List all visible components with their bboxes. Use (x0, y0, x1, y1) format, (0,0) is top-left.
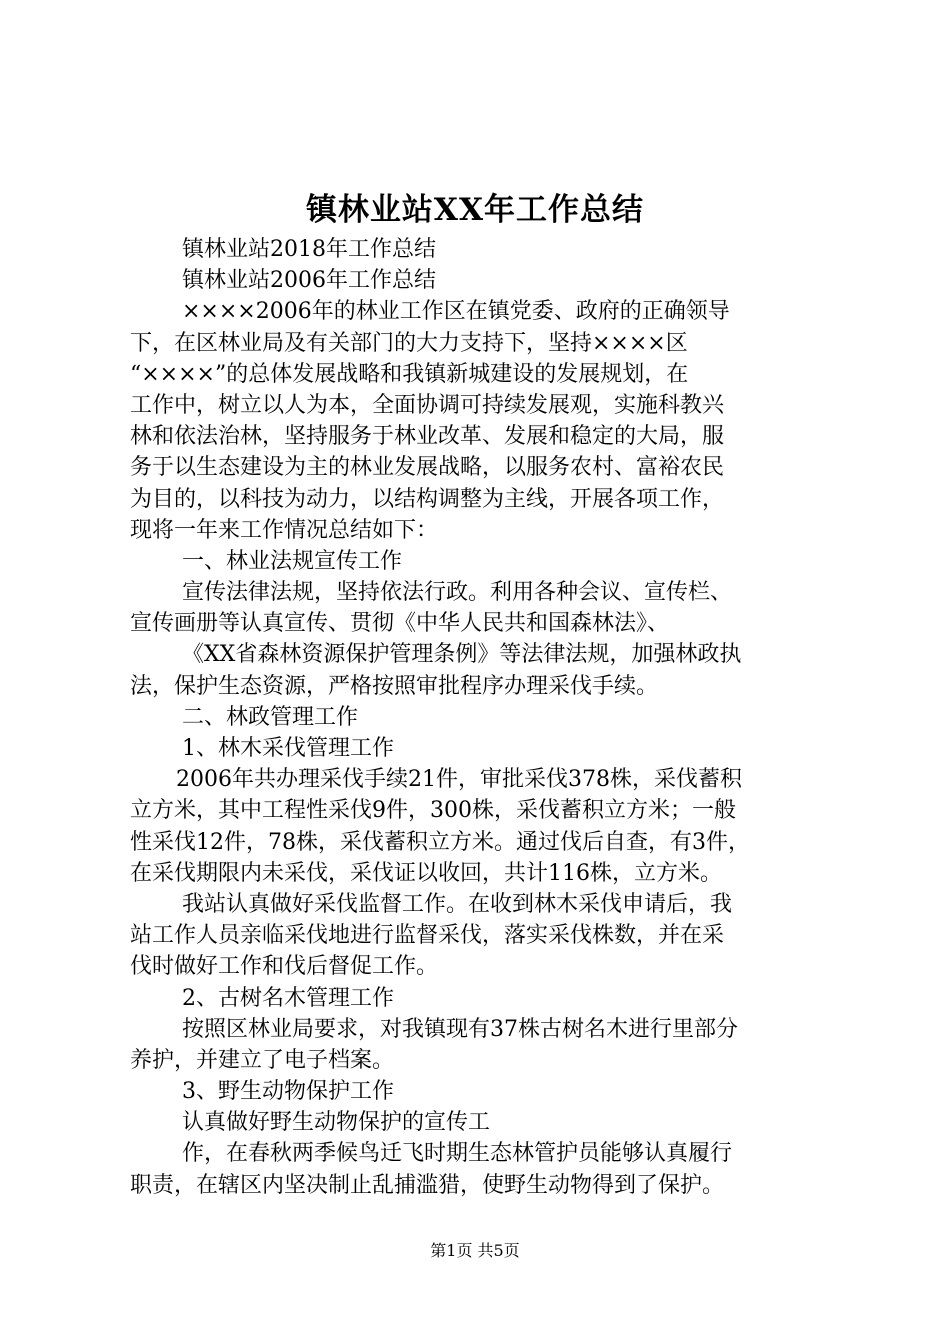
body-line: “××××”的总体发展战略和我镇新城建设的发展规划，在 (130, 361, 689, 387)
body-line: 在采伐期限内未采伐，采伐证以收回，共计116株，立方米。 (130, 860, 722, 886)
body-line: 按照区林业局要求，对我镇现有37株古树名木进行里部分 (182, 1016, 738, 1042)
body-line: 现将一年来工作情况总结如下： (130, 517, 439, 543)
section-heading: 一、林业法规宣传工作 (182, 548, 403, 574)
body-line: 为目的，以科技为动力，以结构调整为主线，开展各项工作， (130, 486, 725, 512)
body-line: 作，在春秋两季候鸟迁飞时期生态林管护员能够认真履行 (182, 1141, 733, 1167)
subsection-heading: 1、林木采伐管理工作 (182, 736, 394, 761)
body-line: 站工作人员亲临采伐地进行监督采伐，落实采伐株数，并在采 (130, 923, 725, 949)
body-line: 立方米，其中工程性采伐9件，300株，采伐蓄积立方米；一般 (130, 798, 736, 824)
body-line: 养护，并建立了电子档案。 (130, 1047, 395, 1073)
page-number-footer: 第1页 共5页 (430, 1241, 520, 1260)
body-line: 职责，在辖区内坚决制止乱捕滥猎，使野生动物得到了保护。 (130, 1172, 725, 1198)
body-line: 林和依法治林，坚持服务于林业改革、发展和稳定的大局，服 (130, 424, 725, 450)
body-line: 认真做好野生动物保护的宣传工 (182, 1110, 491, 1136)
body-line: 性采伐12件，78株，采伐蓄积立方米。通过伐后自查，有3件， (130, 829, 750, 855)
body-line: 我站认真做好采伐监督工作。在收到林木采伐申请后，我 (182, 891, 733, 917)
body-line: 《XX省森林资源保护管理条例》等法律法规，加强林政执 (182, 642, 742, 668)
body-line: 工作中，树立以人为本，全面协调可持续发展观，实施科教兴 (130, 392, 725, 418)
document-title: 镇林业站XX年工作总结 (305, 192, 645, 228)
body-line: ××××2006年的林业工作区在镇党委、政府的正确领导 (182, 299, 730, 325)
body-line: 2006年共办理采伐手续21件，审批采伐378株，采伐蓄积 (176, 767, 742, 793)
subsection-heading: 2、古树名木管理工作 (182, 985, 394, 1011)
body-line: 宣传法律法规，坚持依法行政。利用各种会议、宣传栏、 (182, 580, 733, 606)
body-line: 宣传画册等认真宣传、贯彻《中华人民共和国森林法》、 (130, 611, 670, 637)
section-heading: 二、林政管理工作 (182, 704, 359, 730)
subsection-heading: 3、野生动物保护工作 (182, 1079, 394, 1105)
body-line: 法，保护生态资源，严格按照审批程序办理采伐手续。 (130, 673, 659, 699)
body-line: 伐时做好工作和伐后督促工作。 (130, 954, 439, 980)
body-line: 务于以生态建设为主的林业发展战略，以服务农村、富裕农民 (130, 455, 725, 481)
body-line: 下，在区林业局及有关部门的大力支持下，坚持××××区 (130, 330, 688, 356)
body-line: 镇林业站2018年工作总结 (182, 237, 436, 262)
body-line: 镇林业站2006年工作总结 (182, 268, 436, 294)
document-body (130, 234, 830, 1201)
